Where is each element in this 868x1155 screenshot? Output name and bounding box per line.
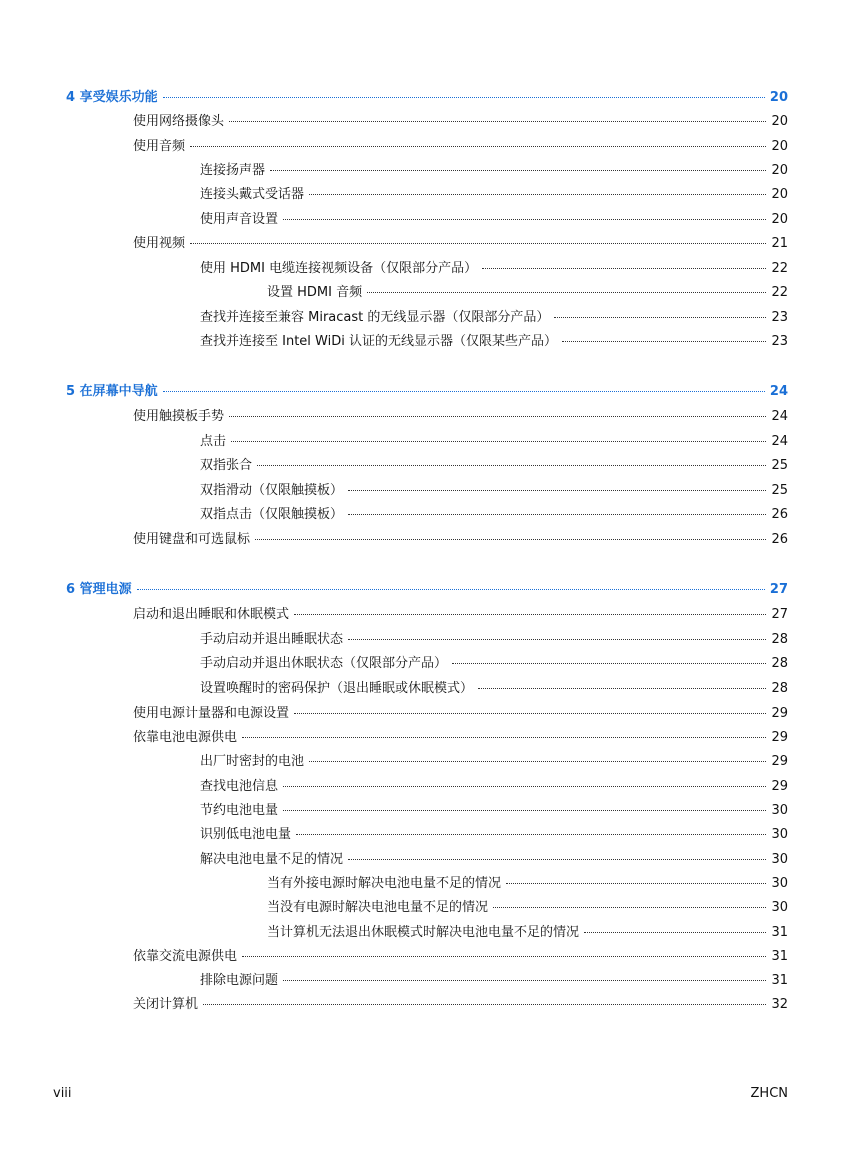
entry-page-number: 25 <box>771 483 788 498</box>
dot-leader <box>554 317 766 318</box>
entry-page-number: 28 <box>771 632 788 647</box>
toc-entry[interactable] <box>133 706 788 722</box>
entry-page-number: 31 <box>771 949 788 964</box>
entry-page-number: 23 <box>771 310 788 325</box>
entry-title: 出厂时密封的电池 <box>200 754 305 769</box>
entry-title: 连接头戴式受话器 <box>200 187 305 202</box>
dot-leader <box>203 1004 766 1005</box>
toc-entry[interactable] <box>133 236 788 252</box>
toc-entry[interactable] <box>133 730 788 746</box>
toc-entry[interactable] <box>200 754 788 770</box>
entry-page-number: 20 <box>771 212 788 227</box>
dot-leader <box>242 956 766 957</box>
dot-leader <box>163 391 765 392</box>
toc-entry[interactable] <box>133 409 788 425</box>
entry-page-number: 23 <box>771 334 788 349</box>
toc-entry[interactable] <box>200 507 788 523</box>
entry-title: 双指点击（仅限触摸板） <box>200 507 344 522</box>
dot-leader <box>348 859 766 860</box>
entry-page-number: 27 <box>771 607 788 622</box>
toc-entry[interactable] <box>133 949 788 965</box>
entry-page-number: 24 <box>771 434 788 449</box>
entry-page-number: 30 <box>771 900 788 915</box>
toc-entry[interactable] <box>267 925 788 941</box>
dot-leader <box>255 539 766 540</box>
entry-page-number: 24 <box>769 384 788 399</box>
dot-leader <box>348 514 766 515</box>
dot-leader <box>294 713 766 714</box>
toc-entry[interactable] <box>133 114 788 130</box>
dot-leader <box>584 932 766 933</box>
toc-entry[interactable] <box>200 483 788 499</box>
toc-entry[interactable] <box>200 779 788 795</box>
dot-leader <box>348 639 766 640</box>
toc-entry[interactable] <box>200 334 788 350</box>
toc-entry[interactable] <box>133 139 788 155</box>
entry-title: 手动启动并退出休眠状态（仅限部分产品） <box>200 656 448 671</box>
entry-title: 使用音频 <box>133 139 186 154</box>
entry-page-number: 22 <box>771 261 788 276</box>
toc-entry[interactable] <box>200 656 788 672</box>
entry-title: 依靠交流电源供电 <box>133 949 238 964</box>
entry-page-number: 29 <box>771 779 788 794</box>
entry-page-number: 32 <box>771 997 788 1012</box>
dot-leader <box>283 810 766 811</box>
entry-title: 点击 <box>200 434 227 449</box>
entry-page-number: 30 <box>771 876 788 891</box>
toc-entry[interactable] <box>133 532 788 548</box>
toc-entry[interactable] <box>200 163 788 179</box>
toc-entry[interactable] <box>200 973 788 989</box>
entry-title: 双指滑动（仅限触摸板） <box>200 483 344 498</box>
dot-leader <box>309 194 766 195</box>
dot-leader <box>242 737 766 738</box>
entry-title: 查找电池信息 <box>200 779 279 794</box>
entry-page-number: 20 <box>769 90 788 105</box>
entry-title: 设置唤醒时的密码保护（退出睡眠或休眠模式） <box>200 681 474 696</box>
entry-title: 使用网络摄像头 <box>133 114 225 129</box>
toc-entry[interactable] <box>200 212 788 228</box>
dot-leader <box>257 465 766 466</box>
entry-title: 使用触摸板手势 <box>133 409 225 424</box>
entry-title: 查找并连接至 Intel WiDi 认证的无线显示器（仅限某些产品） <box>200 334 557 349</box>
toc-entry[interactable] <box>200 310 788 326</box>
entry-page-number: 20 <box>771 163 788 178</box>
entry-title: 识别低电池电量 <box>200 827 292 842</box>
dot-leader <box>190 146 766 147</box>
dot-leader <box>283 980 766 981</box>
toc-entry[interactable] <box>200 852 788 868</box>
entry-title: 连接扬声器 <box>200 163 266 178</box>
entry-title: 双指张合 <box>200 458 253 473</box>
toc-entry[interactable] <box>133 607 788 623</box>
entry-title: 排除电源问题 <box>200 973 279 988</box>
toc-entry[interactable] <box>267 900 788 916</box>
dot-leader <box>506 883 766 884</box>
entry-page-number: 30 <box>771 827 788 842</box>
entry-title: 关闭计算机 <box>133 997 199 1012</box>
entry-page-number: 30 <box>771 803 788 818</box>
dot-leader <box>296 834 766 835</box>
chapter-entry[interactable] <box>66 90 788 106</box>
chapter-entry[interactable] <box>66 384 788 400</box>
entry-title: 6 管理电源 <box>66 582 132 597</box>
dot-leader <box>190 243 766 244</box>
toc-entry[interactable] <box>200 803 788 819</box>
dot-leader <box>137 589 765 590</box>
toc-entry[interactable] <box>267 876 788 892</box>
entry-page-number: 20 <box>771 187 788 202</box>
entry-page-number: 29 <box>771 730 788 745</box>
entry-title: 使用电源计量器和电源设置 <box>133 706 290 721</box>
toc-entry[interactable] <box>200 187 788 203</box>
dot-leader <box>163 97 765 98</box>
toc-entry[interactable] <box>200 261 788 277</box>
dot-leader <box>493 907 766 908</box>
entry-title: 当有外接电源时解决电池电量不足的情况 <box>267 876 502 891</box>
toc-entry[interactable] <box>200 827 788 843</box>
entry-page-number: 21 <box>771 236 788 251</box>
dot-leader <box>367 292 766 293</box>
language-code: ZHCN <box>750 1086 788 1101</box>
toc-entry[interactable] <box>267 285 788 301</box>
entry-page-number: 26 <box>771 532 788 547</box>
dot-leader <box>452 663 766 664</box>
entry-title: 5 在屏幕中导航 <box>66 384 158 399</box>
entry-title: 当计算机无法退出休眠模式时解决电池电量不足的情况 <box>267 925 580 940</box>
toc-entry[interactable] <box>133 997 788 1013</box>
toc-entry[interactable] <box>200 632 788 648</box>
chapter-entry[interactable] <box>66 582 788 598</box>
entry-title: 启动和退出睡眠和休眠模式 <box>133 607 290 622</box>
entry-page-number: 27 <box>769 582 788 597</box>
dot-leader <box>231 441 766 442</box>
entry-page-number: 24 <box>771 409 788 424</box>
toc-entry[interactable] <box>200 434 788 450</box>
dot-leader <box>482 268 766 269</box>
toc-entry[interactable] <box>200 681 788 697</box>
dot-leader <box>294 614 766 615</box>
entry-title: 4 享受娱乐功能 <box>66 90 158 105</box>
dot-leader <box>309 761 766 762</box>
entry-title: 解决电池电量不足的情况 <box>200 852 344 867</box>
dot-leader <box>283 786 766 787</box>
toc-entry[interactable] <box>200 458 788 474</box>
entry-title: 当没有电源时解决电池电量不足的情况 <box>267 900 489 915</box>
dot-leader <box>348 490 766 491</box>
entry-page-number: 28 <box>771 656 788 671</box>
entry-page-number: 26 <box>771 507 788 522</box>
entry-page-number: 31 <box>771 925 788 940</box>
entry-page-number: 20 <box>771 114 788 129</box>
entry-title: 使用声音设置 <box>200 212 279 227</box>
entry-page-number: 28 <box>771 681 788 696</box>
dot-leader <box>283 219 766 220</box>
entry-title: 查找并连接至兼容 Miracast 的无线显示器（仅限部分产品） <box>200 310 550 325</box>
entry-title: 依靠电池电源供电 <box>133 730 238 745</box>
dot-leader <box>562 341 766 342</box>
entry-page-number: 20 <box>771 139 788 154</box>
entry-page-number: 31 <box>771 973 788 988</box>
entry-page-number: 30 <box>771 852 788 867</box>
entry-title: 使用键盘和可选鼠标 <box>133 532 251 547</box>
page-number: viii <box>53 1086 72 1101</box>
dot-leader <box>270 170 766 171</box>
entry-page-number: 29 <box>771 706 788 721</box>
entry-page-number: 25 <box>771 458 788 473</box>
entry-page-number: 22 <box>771 285 788 300</box>
entry-page-number: 29 <box>771 754 788 769</box>
entry-title: 设置 HDMI 音频 <box>267 285 363 300</box>
dot-leader <box>229 121 766 122</box>
entry-title: 使用视频 <box>133 236 186 251</box>
entry-title: 手动启动并退出睡眠状态 <box>200 632 344 647</box>
dot-leader <box>229 416 766 417</box>
entry-title: 使用 HDMI 电缆连接视频设备（仅限部分产品） <box>200 261 478 276</box>
entry-title: 节约电池电量 <box>200 803 279 818</box>
dot-leader <box>478 688 766 689</box>
